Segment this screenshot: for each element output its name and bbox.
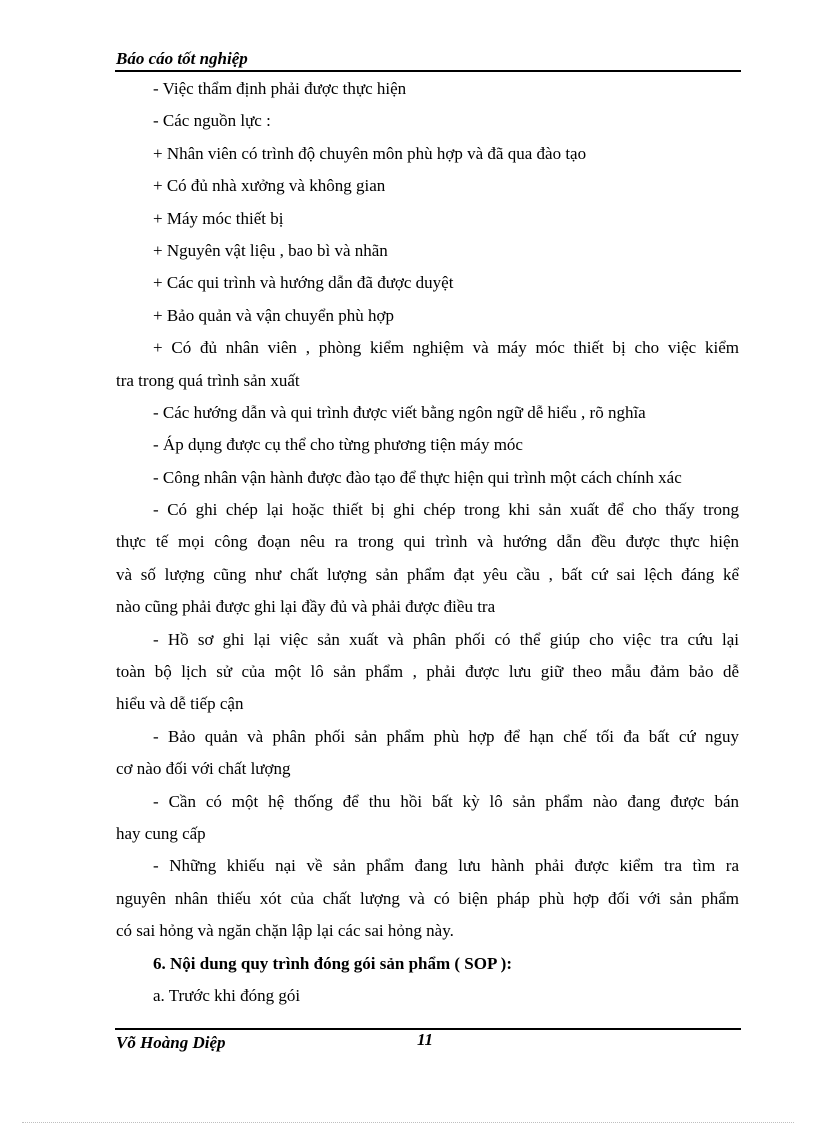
body-line: + Có đủ nhân viên , phòng kiểm nghiệm và máy móc thiết bị cho việc kiểm bbox=[153, 338, 739, 358]
section-heading: 6. Nội dung quy trình đóng gói sản phẩm ( SOP ): bbox=[153, 953, 512, 973]
subsection-heading: a. Trước khi đóng gói bbox=[153, 985, 301, 1005]
running-header-title: Báo cáo tốt nghiệp bbox=[116, 49, 248, 68]
body-line: thực tế mọi công đoạn nêu ra trong qui trình và hướng dẫn đều được thực hiện bbox=[116, 532, 739, 552]
body-line: - Bảo quản và phân phối sản phẩm phù hợp để hạn chế tối đa bất cứ nguy bbox=[153, 726, 739, 746]
document-body bbox=[116, 73, 739, 1012]
body-line: cơ nào đối với chất lượng bbox=[116, 759, 291, 779]
body-line: nào cũng phải được ghi lại đầy đủ và phải được điều tra bbox=[116, 597, 496, 617]
body-line: - Có ghi chép lại hoặc thiết bị ghi chép trong khi sản xuất để cho thấy trong bbox=[153, 500, 739, 520]
body-line: có sai hỏng và ngăn chặn lập lại các sai hỏng này. bbox=[116, 921, 454, 941]
body-line: + Máy móc thiết bị bbox=[153, 208, 284, 228]
body-line: - Công nhân vận hành được đào tạo để thực hiện qui trình một cách chính xác bbox=[153, 467, 682, 487]
body-line: toàn bộ lịch sử của một lô sản phẩm , phải được lưu giữ theo mẫu đảm bảo dễ bbox=[116, 662, 739, 682]
body-line: - Hồ sơ ghi lại việc sản xuất và phân phối có thể giúp cho việc tra cứu lại bbox=[153, 629, 739, 649]
body-line: tra trong quá trình sản xuất bbox=[116, 370, 300, 390]
header-divider bbox=[115, 70, 741, 72]
footer-author: Võ Hoàng Diệp bbox=[116, 1033, 226, 1052]
body-line: nguyên nhân thiếu xót của chất lượng và có biện pháp phù hợp đối với sản phẩm bbox=[116, 888, 739, 908]
body-line: - Các nguồn lực : bbox=[153, 111, 271, 131]
body-line: - Các hướng dẫn và qui trình được viết bằng ngôn ngữ dễ hiểu , rõ nghĩa bbox=[153, 402, 646, 422]
body-line: - Việc thẩm định phải được thực hiện bbox=[153, 79, 407, 98]
body-line: - Áp dụng được cụ thể cho từng phương tiện máy móc bbox=[153, 435, 523, 455]
body-line: + Có đủ nhà xưởng và không gian bbox=[153, 176, 386, 196]
body-line: + Các qui trình và hướng dẫn đã được duyệt bbox=[153, 273, 454, 293]
body-line: + Bảo quản và vận chuyển phù hợp bbox=[153, 305, 394, 325]
body-line: hay cung cấp bbox=[116, 823, 206, 843]
page-number: 11 bbox=[417, 1030, 434, 1049]
body-line: - Những khiếu nại về sản phẩm đang lưu hành phải được kiểm tra tìm ra bbox=[153, 856, 739, 876]
body-line: + Nhân viên có trình độ chuyên môn phù hợp và đã qua đào tạo bbox=[153, 143, 587, 163]
body-line: hiểu và dễ tiếp cận bbox=[116, 694, 244, 714]
body-line: + Nguyên vật liệu , bao bì và nhãn bbox=[153, 240, 388, 260]
body-line: - Cần có một hệ thống để thu hồi bất kỳ lô sản phẩm nào đang được bán bbox=[153, 791, 739, 811]
body-line: và số lượng cũng như chất lượng sản phẩm đạt yêu cầu , bất cứ sai lệch đáng kể bbox=[116, 564, 739, 584]
